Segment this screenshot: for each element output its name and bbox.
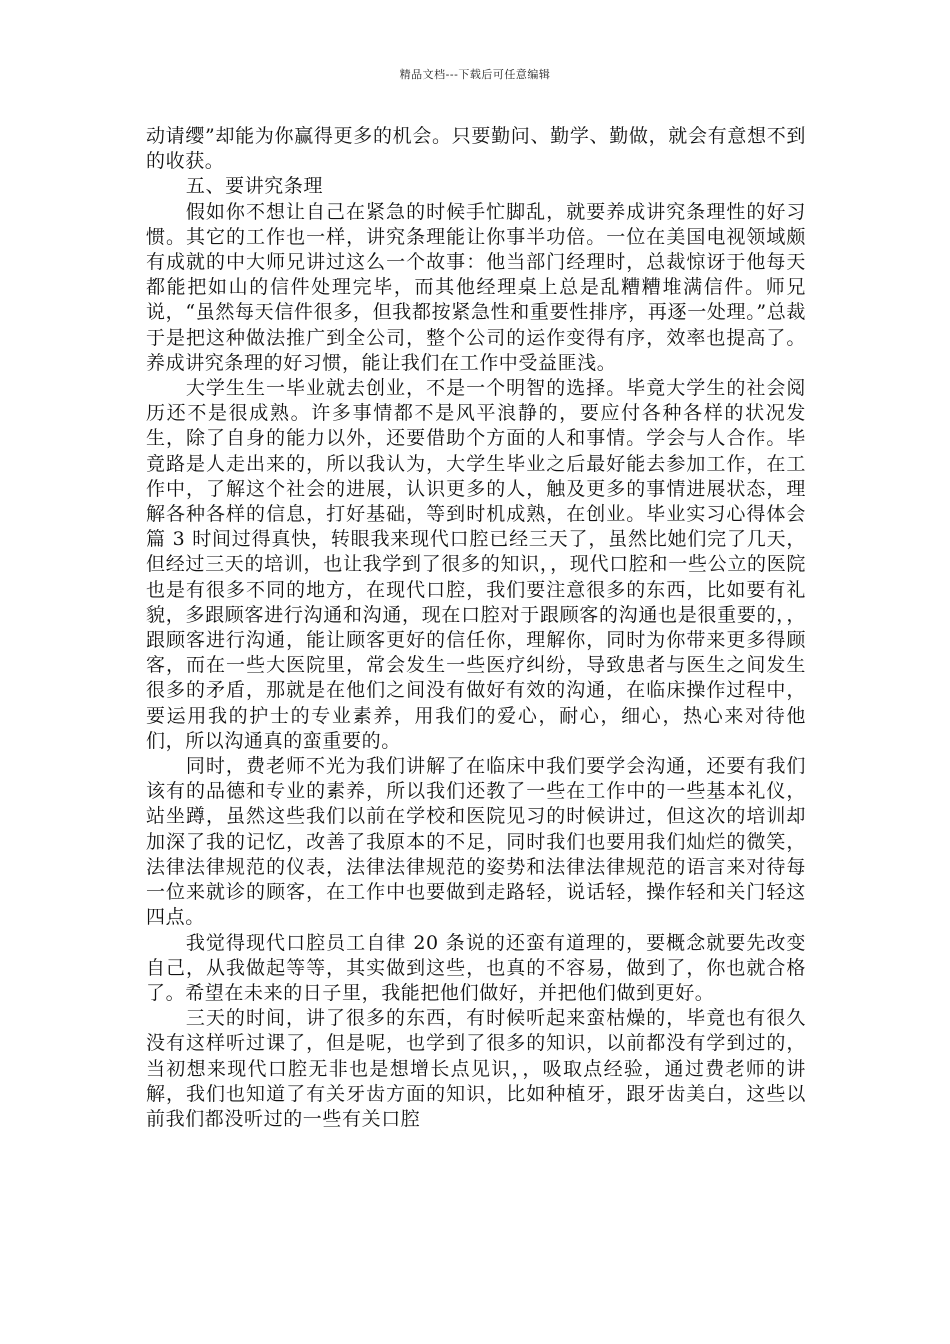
section-heading: 五、要讲究条理	[185, 175, 324, 198]
paragraph-etiquette: 同时，费老师不光为我们讲解了在临床中我们要学会沟通，还要有我们该有的品德和专业的素养，所以我们还教了一些在工作中的一些基本礼仪，站坐蹲，虽然这些我们以前在学校和医院见习的时候讲过，但这次的培训却加深了我的记忆，改善了我原本的不足，同时我们也要用我们灿烂的微笑，法律法律规范的仪表，法律法律规范的姿势和法律法律规范的语言来对待每一位来就诊的顾客，在工作中也要做到走路轻，说话轻，操作轻和关门轻这四点。	[146, 755, 806, 929]
paragraph-continuation: 动请缨”却能为你赢得更多的机会。只要勤问、勤学、勤做，就会有意想不到的收获。	[146, 125, 806, 173]
paragraph-three-days: 三天的时间，讲了很多的东西，有时候听起来蛮枯燥的，毕竟也有很久没有这样听过课了，但是呢，也学到了很多的知识，以前都没有学到过的，当初想来现代口腔无非也是想增长点见识，，吸取点经验，通过费老师的讲解，我们也知道了有关牙齿方面的知识，比如种植牙，跟牙齿美白，这些以前我们都没听过的一些有关口腔	[146, 1007, 806, 1130]
paragraph-organization: 假如你不想让自己在紧急的时候手忙脚乱，就要养成讲究条理性的好习惯。其它的工作也一样，讲究条理能让你事半功倍。一位在美国电视领域颇有成就的中大师兄讲过这么一个故事：他当部门经理时，总裁惊讶于他每天都能把如山的信件处理完毕，而其他经理桌上总是乱糟糟堆满信件。师兄说，“虽然每天信件很多，但我都按紧急性和重要性排序，再逐一处理。”总裁于是把这种做法推广到全公司，整个公司的运作变得有序，效率也提高了。养成讲究条理的好习惯，能让我们在工作中受益匪浅。	[146, 200, 806, 374]
paragraph-self-discipline: 我觉得现代口腔员工自律 20 条说的还蛮有道理的，要概念就要先改变自己，从我做起等等，其实做到这些，也真的不容易，做到了，你也就合格了。希望在未来的日子里，我能把他们做好，并把他们做到更好。	[146, 931, 806, 1004]
document-body	[146, 124, 806, 1132]
paragraph-graduate-career: 大学生生一毕业就去创业，不是一个明智的选择。毕竟大学生的社会阅历还不是很成熟。许多事情都不是风平浪静的，要应付各种各样的状况发生，除了自身的能力以外，还要借助个方面的人和事情。学会与人合作。毕竟路是人走出来的，所以我认为，大学生毕业之后最好能去参加工作，在工作中，了解这个社会的进展，认识更多的人，触及更多的事情进展状态，理解各种各样的信息，打好基础，等到时机成熟，在创业。毕业实习心得体会 篇 3 时间过得真快，转眼我来现代口腔已经三天了，虽然比她们完了几天，但经过三天的培训，也让我学到了很多的知识，，现代口腔和一些公立的医院也是有很多不同的地方，在现代口腔，我们要注意很多的东西，比如要有礼貌，多跟顾客进行沟通和沟通，现在口腔对于跟顾客的沟通也是很重要的，，跟顾客进行沟通，能让顾客更好的信任你，理解你，同时为你带来更多得顾客，而在一些大医院里，常会发生一些医疗纠纷，导致患者与医生之间发生很多的矛盾，那就是在他们之间没有做好有效的沟通，在临床操作过程中，要运用我的护士的专业素养，用我们的爱心，耐心，细心，热心来对待他们，所以沟通真的蛮重要的。	[146, 377, 806, 752]
page-header: 精品文档---下载后可任意编辑	[399, 68, 551, 81]
